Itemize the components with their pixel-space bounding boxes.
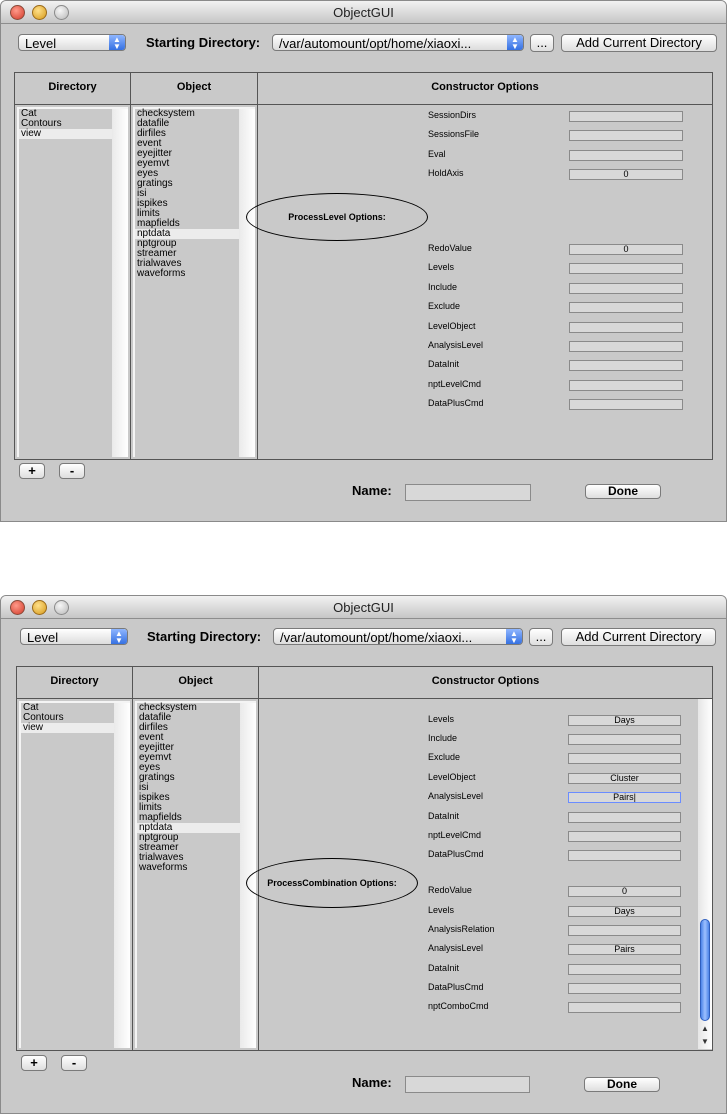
option-label: RedoValue [428,243,472,253]
add-button[interactable]: + [19,463,45,479]
level-select[interactable] [20,628,128,645]
option-label: AnalysisLevel [428,791,484,801]
directory-list-scrollbar[interactable] [112,109,128,457]
starting-directory-label: Starting Directory: [146,35,261,50]
object-item[interactable]: dirfiles [137,128,166,139]
option-label: nptLevelCmd [428,379,482,389]
option-label: DataPlusCmd [428,398,484,408]
directory-list-scrollbar[interactable] [114,703,130,1048]
option-label: Exclude [428,301,461,311]
browse-button[interactable]: ... [530,34,554,52]
title-bar[interactable] [1,1,726,24]
object-item[interactable]: eyejitter [139,742,175,753]
object-item[interactable]: nptgroup [139,832,179,843]
object-item[interactable]: datafile [139,712,172,723]
object-item[interactable]: ispikes [137,198,168,209]
option-field[interactable] [569,263,683,274]
name-input[interactable] [405,484,531,501]
done-button[interactable]: Done [584,1077,660,1092]
option-field[interactable] [568,1002,681,1013]
object-item[interactable]: nptdata [135,229,255,239]
object-item[interactable]: gratings [137,178,173,189]
option-label: Exclude [428,752,461,762]
object-list[interactable] [135,701,256,1048]
object-item[interactable]: isi [137,188,147,199]
object-item[interactable]: eyemvt [139,752,172,763]
scroll-down-arrow-icon[interactable]: ▼ [701,1037,709,1046]
add-current-directory-button[interactable]: Add Current Directory [561,34,717,52]
option-label: Include [428,282,458,292]
directory-item[interactable]: Cat [23,702,39,713]
name-label: Name: [352,1075,392,1090]
option-field-focused[interactable]: Pairs| [568,792,681,803]
option-label: Eval [428,149,446,159]
window-title: ObjectGUI [333,600,394,615]
object-item[interactable]: datafile [137,118,170,129]
object-item[interactable]: eyejitter [137,148,173,159]
constructor-options-scrollbar[interactable] [698,699,712,1049]
directory-header: Directory [14,72,131,105]
option-field[interactable] [569,150,683,161]
object-item[interactable]: checksystem [139,702,197,713]
object-item[interactable]: eyemvt [137,158,170,169]
add-button[interactable]: + [21,1055,47,1071]
option-label: DataInit [428,963,460,973]
option-label: RedoValue [428,885,472,895]
object-item[interactable]: event [137,138,162,149]
option-label: AnalysisLevel [428,340,484,350]
option-field[interactable] [569,322,683,333]
object-item[interactable]: checksystem [137,108,195,119]
option-field[interactable]: 0 [569,244,683,255]
option-label: SessionsFile [428,129,480,139]
directory-item[interactable]: view [21,723,130,733]
name-label: Name: [352,483,392,498]
window-title: ObjectGUI [333,5,394,20]
process-level-options-label: ProcessLevel Options: [288,212,386,222]
option-label: AnalysisLevel [428,943,484,953]
object-item[interactable]: ispikes [139,792,170,803]
option-label: Levels [428,714,455,724]
option-field[interactable] [569,360,683,371]
object-header: Object [132,666,259,699]
name-input[interactable] [405,1076,530,1093]
object-item[interactable]: isi [139,782,149,793]
directory-list[interactable] [19,701,130,1048]
object-item[interactable]: nptdata [137,823,256,833]
option-label: HoldAxis [428,168,464,178]
object-item[interactable]: streamer [139,842,179,853]
object-item[interactable]: streamer [137,248,177,259]
option-field[interactable] [568,831,681,842]
option-label: Levels [428,262,455,272]
option-field[interactable] [569,341,683,352]
browse-button[interactable]: ... [529,628,553,646]
option-field[interactable]: Pairs [568,944,681,955]
option-field[interactable]: 0 [569,169,683,180]
object-item[interactable]: trialwaves [139,852,184,863]
done-button[interactable]: Done [585,484,661,499]
option-field[interactable] [569,111,683,122]
object-item[interactable]: mapfields [137,218,180,229]
object-list[interactable] [133,107,255,457]
constructor-options-header: Constructor Options [257,72,713,105]
objectgui-window-top [0,0,727,522]
updown-arrows-icon: ▲ ▼ [506,629,522,645]
directory-item[interactable]: Cat [21,108,37,119]
directory-item[interactable]: Contours [23,712,64,723]
process-combination-options-label: ProcessCombination Options: [267,878,397,888]
option-field[interactable]: Days [568,906,681,917]
add-current-directory-button[interactable]: Add Current Directory [561,628,716,646]
object-item[interactable]: event [139,732,164,743]
directory-item[interactable]: Contours [21,118,62,129]
object-item[interactable]: dirfiles [139,722,168,733]
option-field[interactable] [568,753,681,764]
updown-arrows-icon: ▲ ▼ [507,35,523,51]
option-field[interactable] [568,850,681,861]
remove-button[interactable]: - [59,463,85,479]
object-item[interactable]: eyes [139,762,161,773]
level-select-value: Level [27,630,59,645]
option-field[interactable] [568,812,681,823]
object-item[interactable]: gratings [139,772,175,783]
option-field[interactable] [568,925,681,936]
starting-directory-value: /var/automount/opt/home/xiaoxi... [279,36,472,51]
option-label: DataInit [428,359,460,369]
option-label: DataPlusCmd [428,982,484,992]
level-select[interactable] [18,34,126,51]
process-combination-options-ellipse [246,858,418,908]
option-field[interactable] [568,983,681,994]
option-label: nptComboCmd [428,1001,489,1011]
directory-list[interactable] [17,107,128,457]
option-label: DataInit [428,811,460,821]
object-item[interactable]: waveforms [139,862,188,873]
level-select-value: Level [25,36,57,51]
option-label: SessionDirs [428,110,477,120]
updown-arrows-icon: ▲ ▼ [109,35,125,51]
object-item[interactable]: limits [137,208,160,219]
option-label: AnalysisRelation [428,924,495,934]
title-bar[interactable] [1,596,726,619]
starting-directory-select[interactable] [273,628,523,645]
option-label: Include [428,733,458,743]
starting-directory-select[interactable] [272,34,524,51]
option-label: Levels [428,905,455,915]
process-level-options-ellipse [246,193,428,241]
option-field[interactable] [569,380,683,391]
object-item[interactable]: eyes [137,168,159,179]
option-field[interactable]: Cluster [568,773,681,784]
starting-directory-value: /var/automount/opt/home/xiaoxi... [280,630,473,645]
scroll-up-arrow-icon[interactable]: ▲ [701,1024,709,1033]
option-field[interactable]: Days [568,715,681,726]
option-field[interactable] [568,964,681,975]
objectgui-window-bottom [0,595,727,1114]
object-header: Object [130,72,258,105]
directory-header: Directory [16,666,133,699]
option-label: LevelObject [428,772,476,782]
constructor-options-header: Constructor Options [258,666,713,699]
object-item[interactable]: mapfields [139,812,182,823]
scrollbar-thumb[interactable] [700,919,710,1021]
option-field[interactable] [569,130,683,141]
object-item[interactable]: nptgroup [137,238,177,249]
updown-arrows-icon: ▲ ▼ [111,629,127,645]
object-item[interactable]: trialwaves [137,258,182,269]
option-field[interactable]: 0 [568,886,681,897]
object-item[interactable]: waveforms [137,268,186,279]
option-field[interactable] [569,302,683,313]
option-label: LevelObject [428,321,476,331]
option-field[interactable] [569,283,683,294]
directory-item[interactable]: view [19,129,128,139]
object-list-scrollbar[interactable] [239,109,255,457]
option-field[interactable] [569,399,683,410]
option-field[interactable] [568,734,681,745]
option-label: DataPlusCmd [428,849,484,859]
object-item[interactable]: limits [139,802,162,813]
remove-button[interactable]: - [61,1055,87,1071]
starting-directory-label: Starting Directory: [147,629,262,644]
option-label: nptLevelCmd [428,830,482,840]
